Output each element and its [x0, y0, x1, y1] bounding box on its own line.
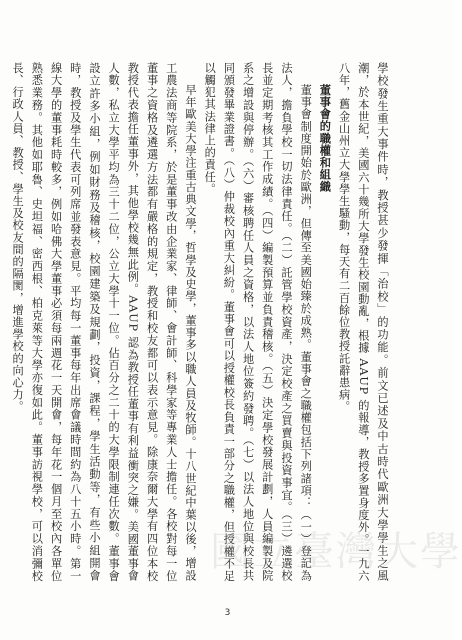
vertical-text-block	[11, 62, 392, 582]
section-paragraph-2: 早年歐美大學注重古典文學，哲學及史學，董事多以職人員及牧師。十八世紀中葉以後，增設工農法商等院系，於是董事改由企業家、律師、會計師、科學家等專業人士擔任。各校對每一位董事之資格及遴選方法都有嚴格的規定，教授和校友都可以表示意見。除康奈爾大學有四位本校教授代表擔任董事外，其他學校幾無此例。AAUP 認為教授任董事有利益衝突之嫌。美國董事會人數，私立大學平均為三十二位，公立大學十一位。佔百分之二十的大學限制連任次數。董事會設立許多小組，例如財務及稽核，校園建築及規劃，投資，課程，學生活動等，有些小組開會時，教授及學生代表可列席並發表意見。平均每一董事每年出席會議時間約為八十五小時。第一線大學的董事耗時較多，例如哈佛大學董事必須每兩週花一天開會，每年花一個月至校內各單位熟悉業務。其他如耶魯、史坦福、密西根、柏克萊等大學亦復如此。董事訪視學校，可以消彌校長、行政人員、教授、學生及校友間的隔閡，增進學校的向心力。	[11, 62, 197, 582]
page-number: 3	[224, 608, 231, 618]
watermark: 國立臺灣大學	[210, 529, 462, 575]
intro-paragraph: 學校發生重大事件時，教授甚少發揮「治校」的功能。前文已述及中古時代歐洲大學學生之風潮，於本世紀，美國六十幾所大學發生校園動亂，根據 AAUP 的報導，教授多置身度外。一九六八年，舊金山州立大學學生騷動，每天有二百餘位教授託辭患病。	[337, 62, 389, 582]
section-heading: 董事會的職權和組織	[318, 84, 333, 194]
section-paragraph-1: 董事會制度開始於歐洲，但傳至美國始臻於成熟。董事會之職權包括下列諸項：（一）登記為法人，擔負學校一切法律責任。（二）託管學校資產，決定校產之買賣與投資事宜。（三）遴選校長並定期考核其工作成績。（四）編製預算並負責稽核。（五）決定學校發展計劃，人員編製及院系之增設與停辦。（六）審核聘任人員之資格，以法人地位簽約發聘。（七）以法人地位與校長共同頒發畢業證書。（八）仲裁校內重大糾紛。董事會可以授權校長負責一部分之職權，但授權不足以觸犯其法律上的責任。	[203, 62, 313, 582]
